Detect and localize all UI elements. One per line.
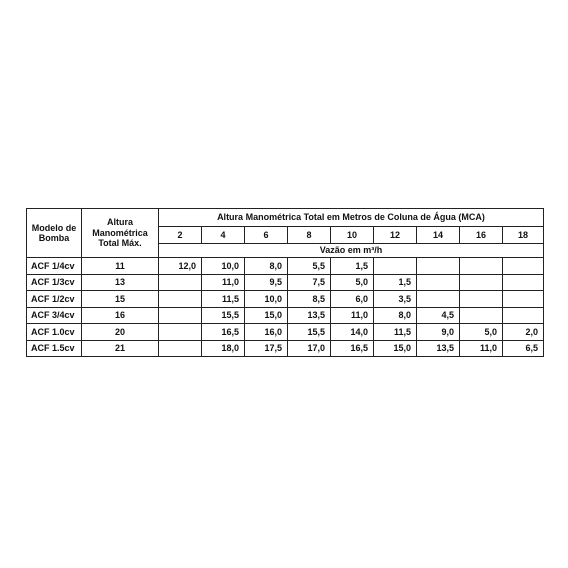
flow-value-cell: 16,5 xyxy=(331,340,374,357)
flow-value-cell xyxy=(503,258,544,275)
table-row xyxy=(27,258,544,275)
flow-value-cell: 3,5 xyxy=(374,291,417,308)
flow-value-cell: 8,0 xyxy=(374,307,417,324)
flow-value-cell xyxy=(503,274,544,291)
flow-value-cell xyxy=(460,307,503,324)
model-cell: ACF 1/4cv xyxy=(27,258,82,275)
max-height-cell: 13 xyxy=(82,274,159,291)
flow-value-cell xyxy=(159,324,202,341)
max-height-cell: 11 xyxy=(82,258,159,275)
flow-value-cell: 11,5 xyxy=(202,291,245,308)
flow-value-cell: 9,5 xyxy=(245,274,288,291)
table-body xyxy=(27,258,544,357)
height-header-cell: 16 xyxy=(460,227,503,244)
flow-value-cell: 15,5 xyxy=(202,307,245,324)
flow-value-cell xyxy=(159,340,202,357)
flow-value-cell: 11,0 xyxy=(331,307,374,324)
flow-value-cell xyxy=(503,307,544,324)
table-row xyxy=(27,340,544,357)
flow-value-cell xyxy=(374,258,417,275)
flow-value-cell: 14,0 xyxy=(331,324,374,341)
max-height-cell: 21 xyxy=(82,340,159,357)
table-row xyxy=(27,324,544,341)
flow-value-cell xyxy=(159,291,202,308)
flow-value-cell xyxy=(417,258,460,275)
flow-value-cell: 4,5 xyxy=(417,307,460,324)
max-height-header: Altura Manométrica Total Máx. xyxy=(82,209,159,258)
model-cell: ACF 1.0cv xyxy=(27,324,82,341)
flow-value-cell: 13,5 xyxy=(288,307,331,324)
flow-value-cell: 6,0 xyxy=(331,291,374,308)
flow-value-cell: 15,0 xyxy=(245,307,288,324)
height-header-cell: 12 xyxy=(374,227,417,244)
flow-value-cell: 9,0 xyxy=(417,324,460,341)
flow-value-cell: 17,5 xyxy=(245,340,288,357)
flow-value-cell: 15,0 xyxy=(374,340,417,357)
model-header: Modelo de Bomba xyxy=(27,209,82,258)
flow-value-cell: 16,5 xyxy=(202,324,245,341)
flow-value-cell xyxy=(417,274,460,291)
flow-value-cell: 11,0 xyxy=(460,340,503,357)
flow-value-cell: 8,0 xyxy=(245,258,288,275)
flow-value-cell: 8,5 xyxy=(288,291,331,308)
height-header-cell: 4 xyxy=(202,227,245,244)
height-header-cell: 6 xyxy=(245,227,288,244)
max-height-cell: 16 xyxy=(82,307,159,324)
flow-value-cell: 13,5 xyxy=(417,340,460,357)
flow-value-cell: 7,5 xyxy=(288,274,331,291)
flow-unit-header: Vazão em m³/h xyxy=(159,244,544,258)
flow-value-cell xyxy=(417,291,460,308)
flow-value-cell: 6,5 xyxy=(503,340,544,357)
model-cell: ACF 1/3cv xyxy=(27,274,82,291)
flow-value-cell: 11,0 xyxy=(202,274,245,291)
table-row xyxy=(27,274,544,291)
flow-value-cell: 2,0 xyxy=(503,324,544,341)
flow-value-cell xyxy=(159,307,202,324)
pump-performance-table xyxy=(26,208,544,357)
height-header-cell: 10 xyxy=(331,227,374,244)
flow-value-cell: 11,5 xyxy=(374,324,417,341)
table-row xyxy=(27,307,544,324)
height-header-cell: 18 xyxy=(503,227,544,244)
flow-value-cell xyxy=(460,291,503,308)
head-group-header: Altura Manométrica Total em Metros de Coluna de Água (MCA) xyxy=(159,209,544,227)
flow-value-cell: 5,0 xyxy=(331,274,374,291)
flow-value-cell: 1,5 xyxy=(331,258,374,275)
model-cell: ACF 1/2cv xyxy=(27,291,82,308)
flow-value-cell xyxy=(460,258,503,275)
flow-value-cell: 17,0 xyxy=(288,340,331,357)
model-cell: ACF 1.5cv xyxy=(27,340,82,357)
flow-value-cell: 18,0 xyxy=(202,340,245,357)
flow-value-cell: 16,0 xyxy=(245,324,288,341)
flow-value-cell xyxy=(503,291,544,308)
flow-value-cell: 10,0 xyxy=(245,291,288,308)
height-header-cell: 8 xyxy=(288,227,331,244)
flow-value-cell: 5,5 xyxy=(288,258,331,275)
flow-value-cell: 10,0 xyxy=(202,258,245,275)
model-cell: ACF 3/4cv xyxy=(27,307,82,324)
flow-value-cell: 1,5 xyxy=(374,274,417,291)
height-header-cell: 2 xyxy=(159,227,202,244)
flow-value-cell: 15,5 xyxy=(288,324,331,341)
flow-value-cell: 5,0 xyxy=(460,324,503,341)
pump-performance-table-container xyxy=(26,208,543,357)
max-height-cell: 15 xyxy=(82,291,159,308)
max-height-cell: 20 xyxy=(82,324,159,341)
flow-value-cell xyxy=(460,274,503,291)
flow-value-cell xyxy=(159,274,202,291)
flow-value-cell: 12,0 xyxy=(159,258,202,275)
height-header-cell: 14 xyxy=(417,227,460,244)
table-row xyxy=(27,291,544,308)
